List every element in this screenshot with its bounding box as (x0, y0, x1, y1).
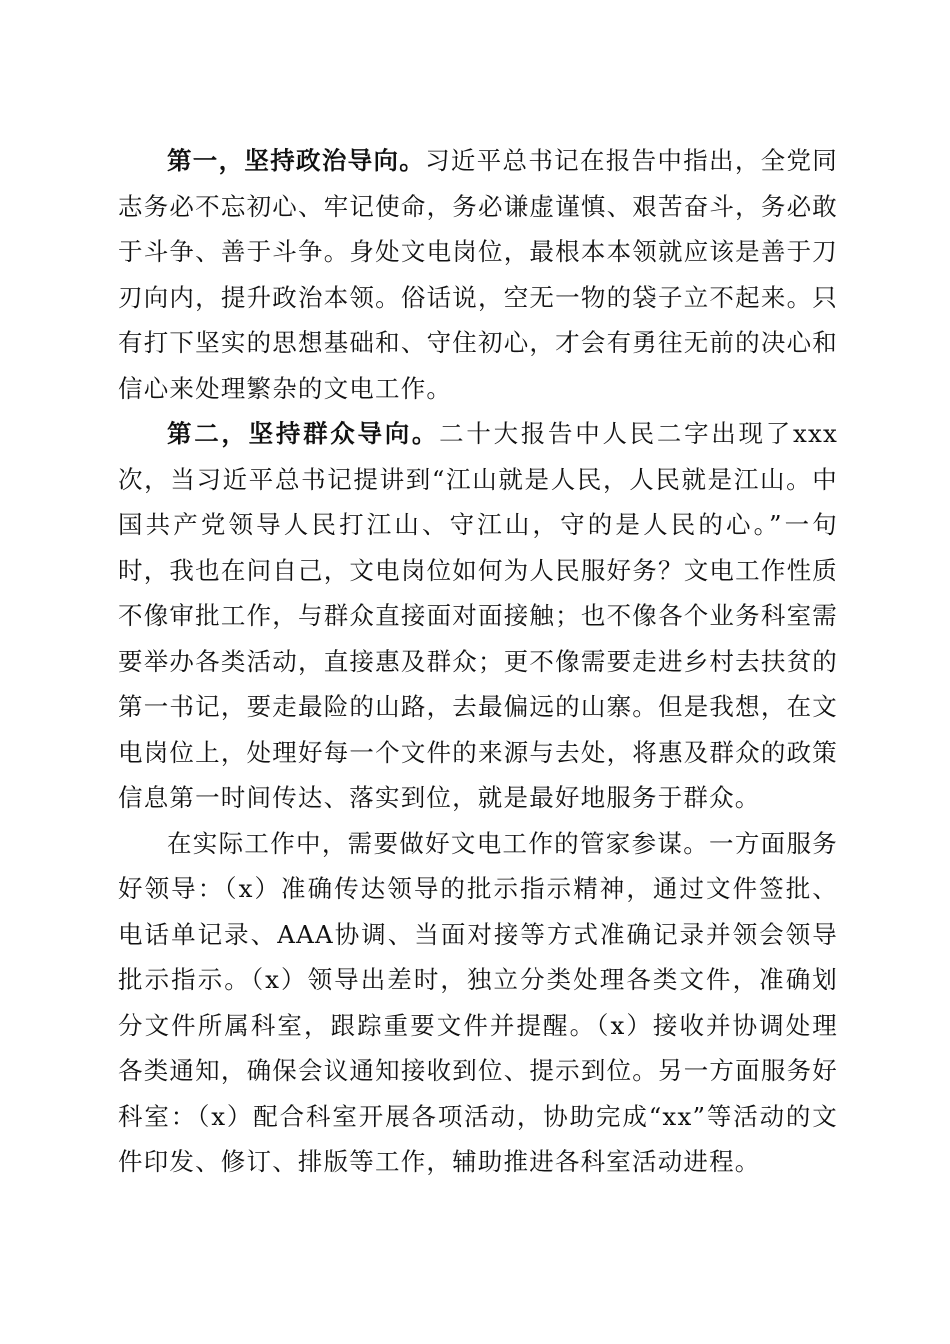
paragraph-heading: 第二，坚持群众导向。 (167, 419, 440, 448)
paragraph-text: 习近平总书记在报告中指出，全党同志务必不忘初心、牢记使命，务必谦虚谨慎、艰苦奋斗，务必敢于斗争、善于斗争。身处文电岗位，最根本本领就应该是善于刀刃向内，提升政治本领。俗话说，空无一物的袋子立不起来。只有打下坚实的思想基础和、守住初心，才会有勇往无前的决心和信心来处理繁杂的文电工作。 (118, 146, 839, 403)
paragraph-text: 在实际工作中，需要做好文电工作的管家参谋。一方面服务好领导：（x）准确传达领导的批示指示精神，通过文件签批、电话单记录、AAA协调、当面对接等方式准确记录并领会领导批示指示。（x）领导出差时，独立分类处理各类文件，准确划分文件所属科室，跟踪重要文件并提醒。（x）接收并协调处理各类通知，确保会议通知接收到位、提示到位。另一方面服务好科室：（x）配合科室开展各项活动，协助完成“xx”等活动的文件印发、修订、排版等工作，辅助推进各科室活动进程。 (118, 828, 838, 1176)
paragraph-political-orientation (118, 138, 838, 411)
paragraph-mass-orientation (118, 411, 838, 821)
paragraph-heading: 第一，坚持政治导向。 (167, 146, 426, 175)
document-body (118, 138, 838, 1185)
paragraph-practical-work (118, 821, 838, 1185)
paragraph-text: 二十大报告中人民二字出现了xxx次，当习近平总书记提讲到“江山就是人民，人民就是江山。中国共产党领导人民打江山、守江山，守的是人民的心。”一句时，我也在问自己，文电岗位如何为人民服好务？文电工作性质不像审批工作，与群众直接面对面接触；也不像各个业务科室需要举办各类活动，直接惠及群众；更不像需要走进乡村去扶贫的第一书记，要走最险的山路，去最偏远的山寨。但是我想，在文电岗位上，处理好每一个文件的来源与去处，将惠及群众的政策信息第一时间传达、落实到位，就是最好地服务于群众。 (118, 419, 839, 812)
